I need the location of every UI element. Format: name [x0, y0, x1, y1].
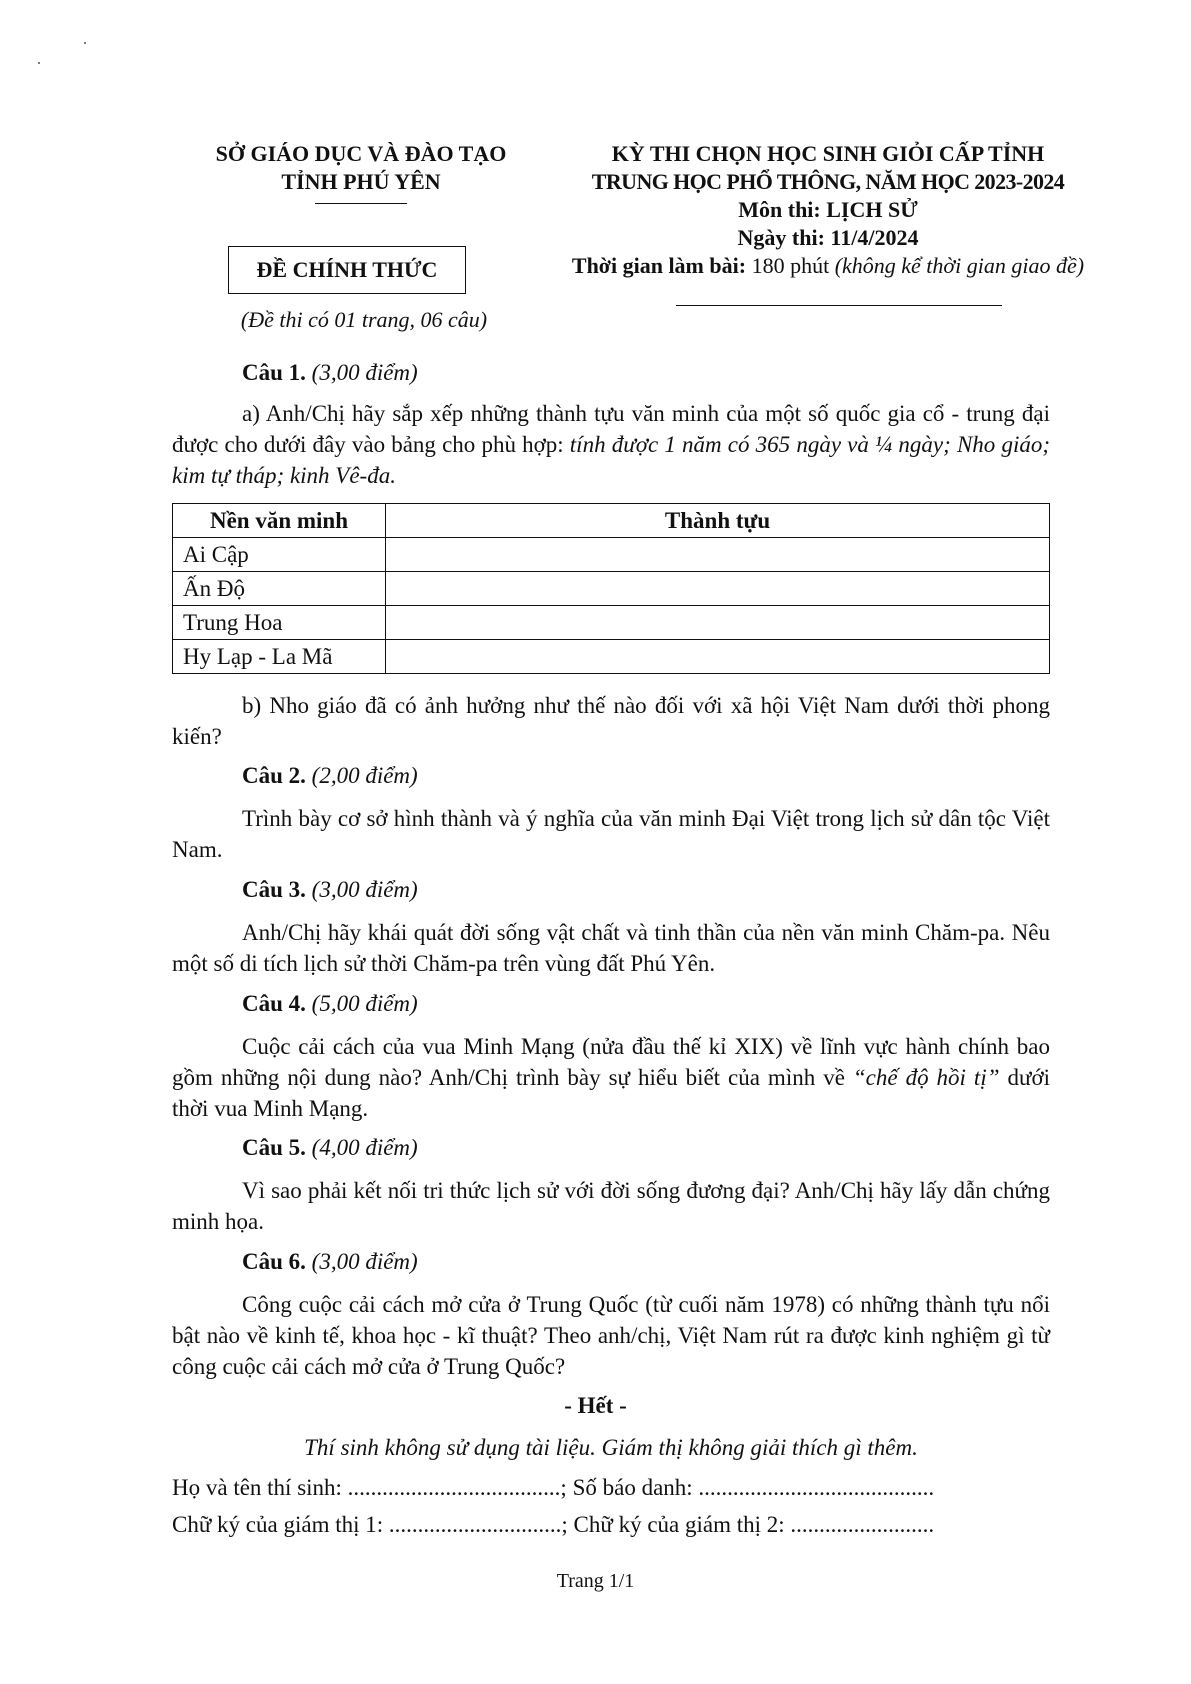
achievement-cell — [386, 606, 1050, 640]
table-row — [173, 572, 1050, 606]
proctor-signature-line: Chữ ký của giám thị 1: ..............................; Chữ ký của giám thị 2: ......................... — [172, 1512, 935, 1537]
table-header-row — [173, 504, 1050, 538]
question-1a-text: a) Anh/Chị hãy sắp xếp những thành tựu văn minh của một số quốc gia cổ - trung đại được cho dưới đây vào bảng cho phù hợp: tính được 1 năm có 365 ngày và ¼ ngày; Nho giáo; kim tự tháp; kinh Vê-đa. — [172, 401, 1050, 488]
candidate-instruction: Thí sinh không sử dụng tài liệu. Giám thị không giải thích gì thêm. — [304, 1435, 918, 1460]
question-3-title: Câu 3. (3,00 điểm) — [242, 877, 418, 902]
question-5-title: Câu 5. (4,00 điểm) — [242, 1135, 418, 1160]
exam-level-year: TRUNG HỌC PHỔ THÔNG, NĂM HỌC 2023-2024 — [591, 169, 1065, 194]
exam-duration — [548, 252, 1108, 280]
question-1b-text: b) Nho giáo đã có ảnh hưởng như thế nào đối với xã hội Việt Nam dưới thời phong kiến? — [172, 693, 1050, 749]
header-divider-left — [315, 203, 407, 204]
exam-page-note: (Đề thi có 01 trang, 06 câu) — [240, 307, 488, 332]
province-name: TỈNH PHÚ YÊN — [281, 169, 441, 194]
quoted-term: “chế độ hồi tị” — [852, 1065, 1000, 1090]
achievement-cell — [386, 640, 1050, 674]
question-4-text: Cuộc cải cách của vua Minh Mạng (nửa đầu thế kỉ XIX) về lĩnh vực hành chính bao gồm những nội dung nào? Anh/Chị trình bày sự hiểu biết của mình về “chế độ hồi tị” dưới thời vua Minh Mạng. — [172, 1034, 1050, 1121]
department-header — [200, 140, 522, 196]
duration-value: 180 phút — [746, 253, 835, 278]
table-header: Nền văn minh — [173, 504, 386, 538]
scan-speck — [84, 42, 86, 44]
header-divider-right — [676, 305, 1002, 306]
table-row — [173, 640, 1050, 674]
end-mark: - Hết - — [564, 1393, 627, 1418]
duration-label: Thời gian làm bài: — [571, 253, 747, 278]
official-exam-label: ĐỀ CHÍNH THỨC — [228, 246, 466, 294]
exam-title: KỲ THI CHỌN HỌC SINH GIỎI CẤP TỈNH — [611, 141, 1045, 166]
question-5-text: Vì sao phải kết nối tri thức lịch sử với đời sống đương đại? Anh/Chị hãy lấy dẫn chứng minh họa. — [172, 1178, 1050, 1234]
exam-date: Ngày thi: 11/4/2024 — [737, 225, 919, 250]
duration-note: (không kể thời gian giao đề) — [834, 253, 1085, 278]
achievement-cell — [386, 572, 1050, 606]
question-2-text: Trình bày cơ sở hình thành và ý nghĩa của văn minh Đại Việt trong lịch sử dân tộc Việt Nam. — [172, 806, 1050, 862]
candidate-info-line: Họ và tên thí sinh: .....................................; Số báo danh: ......................................... — [172, 1475, 935, 1500]
civilization-name: Hy Lạp - La Mã — [173, 640, 386, 674]
civilization-name: Ấn Độ — [173, 572, 386, 606]
exam-header — [548, 140, 1108, 280]
department-name: SỞ GIÁO DỤC VÀ ĐÀO TẠO — [215, 141, 507, 166]
table-row — [173, 606, 1050, 640]
question-3-text: Anh/Chị hãy khái quát đời sống vật chất và tinh thần của nền văn minh Chăm-pa. Nêu một số di tích lịch sử thời Chăm-pa trên vùng đất Phú Yên. — [172, 920, 1050, 976]
scan-speck — [38, 62, 40, 64]
civilization-name: Trung Hoa — [173, 606, 386, 640]
question-2-title: Câu 2. (2,00 điểm) — [242, 763, 418, 788]
civilization-name: Ai Cập — [173, 538, 386, 572]
question-1-title: Câu 1. (3,00 điểm) — [242, 360, 418, 385]
table-header: Thành tựu — [386, 504, 1050, 538]
achievement-list: tính được 1 năm có 365 ngày và ¼ ngày; Nho giáo; kim tự tháp; kinh Vê-đa. — [172, 432, 1050, 488]
question-4-title: Câu 4. (5,00 điểm) — [242, 991, 418, 1016]
civilization-table — [172, 503, 1050, 674]
table-row — [173, 538, 1050, 572]
question-6-title: Câu 6. (3,00 điểm) — [242, 1249, 418, 1274]
question-6-text: Công cuộc cải cách mở cửa ở Trung Quốc (từ cuối năm 1978) có những thành tựu nổi bật nào về kinh tế, khoa học - kĩ thuật? Theo anh/chị, Việt Nam rút ra được kinh nghiệm gì từ công cuộc cải cách mở cửa ở Trung Quốc? — [172, 1292, 1050, 1379]
exam-subject: Môn thi: LỊCH SỬ — [738, 197, 918, 222]
page-number: Trang 1/1 — [556, 1570, 635, 1592]
achievement-cell — [386, 538, 1050, 572]
